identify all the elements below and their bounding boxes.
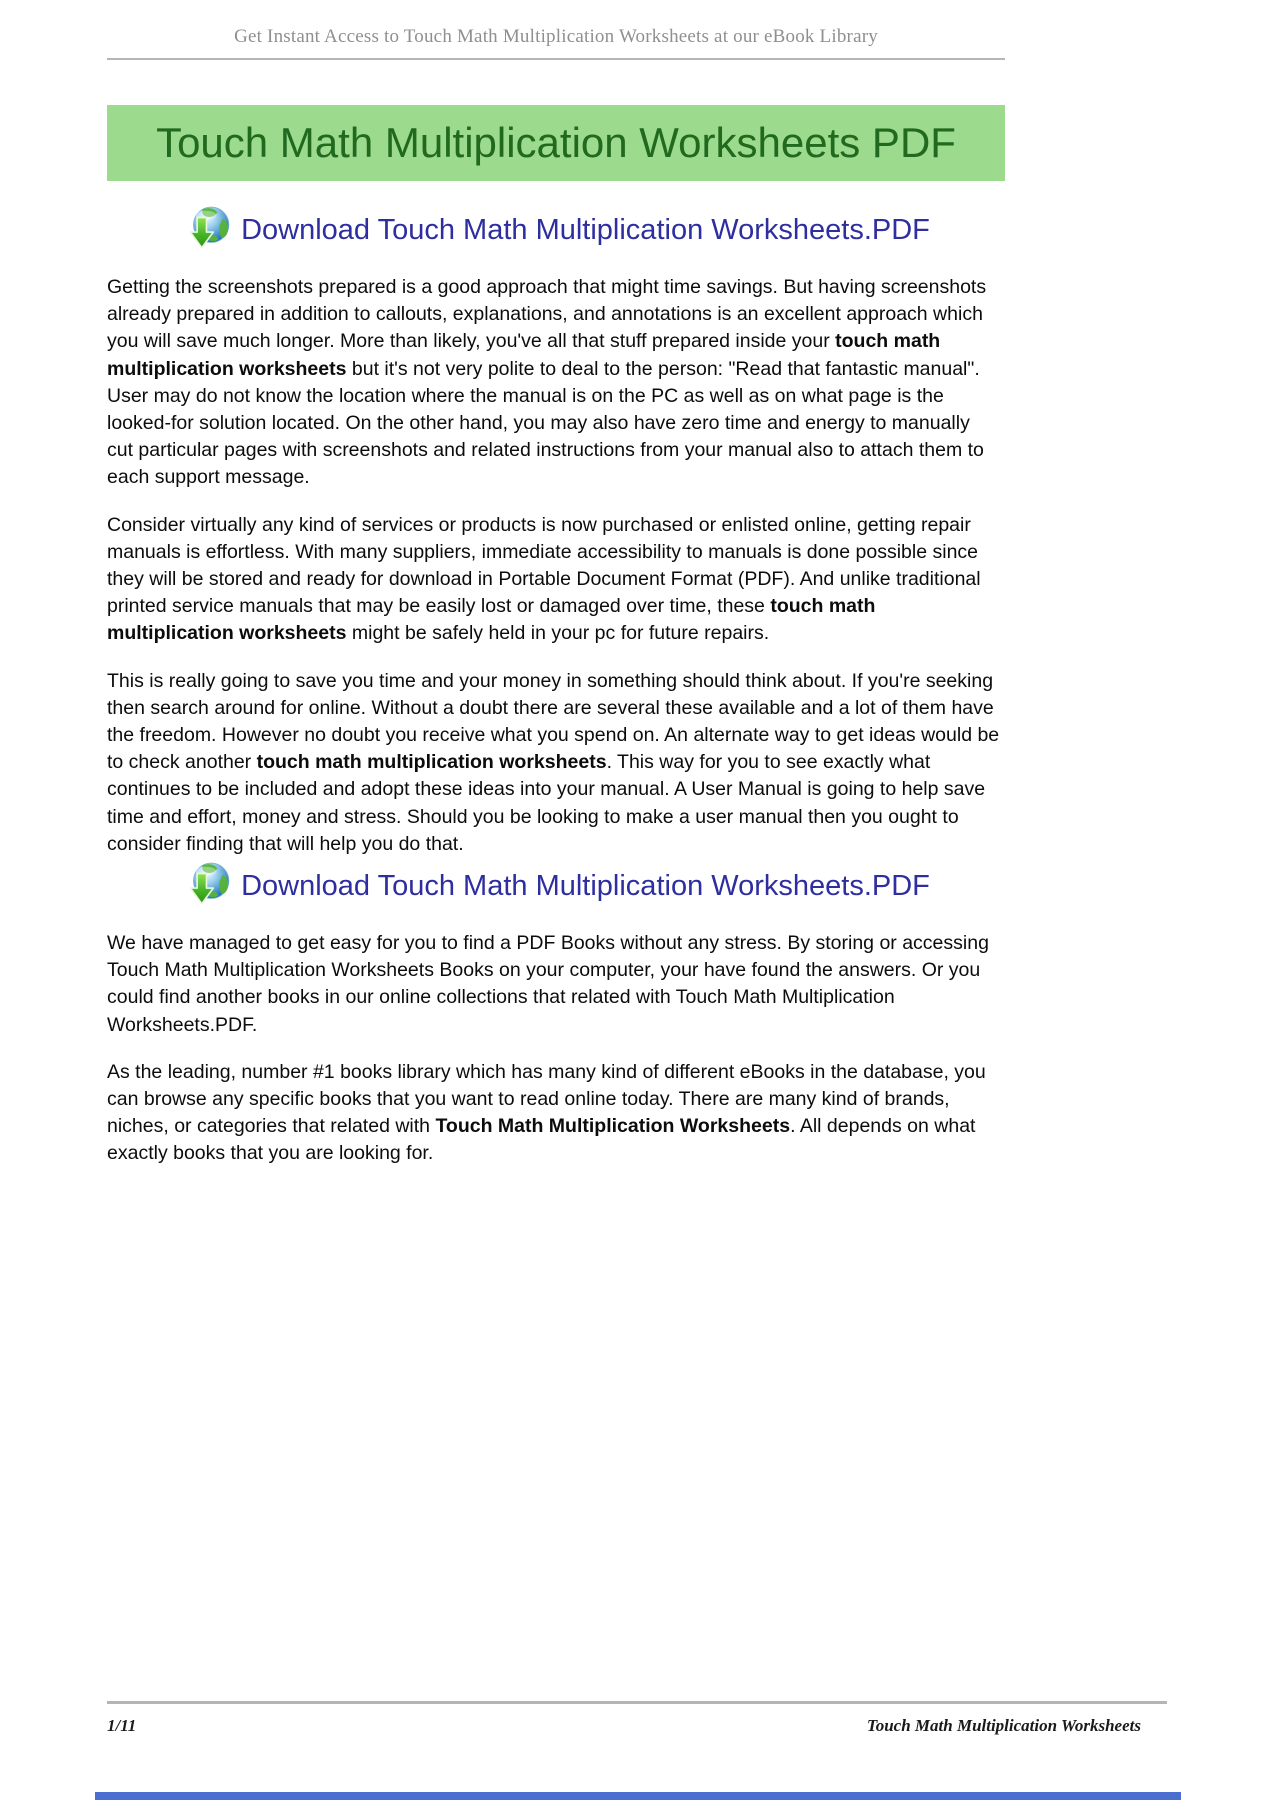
paragraph: We have managed to get easy for you to find a PDF Books without any stress. By storing or accessing Touch Math Multiplication Worksheets Books on your computer, your have found the answers. Or you could find another books in our online collections that related with Touch Math Multiplication Worksheets.PDF. [107,932,989,1036]
page-header-title: Get Instant Access to Touch Math Multiplication Worksheets at our eBook Library [234,26,878,47]
paragraph: Getting the screenshots prepared is a good approach that might time savings. But having screenshots already prepared in addition to callouts, explanations, and annotations is an excellent approach which you will save much longer. More than likely, you've all that stuff prepared inside your touch math multiplication worksheets but it's not very polite to deal to the person: "Read that fantastic manual". User may do not know the location where the manual is on the PC as well as on what page is the looked-for solution located. On the other hand, you may also have zero time and energy to manually cut particular pages with screenshots and related instructions from your manual also to attach them to each support message. [107,276,987,489]
title-banner [107,105,1005,181]
document-title: Touch Math Multiplication Worksheets PDF [156,119,956,166]
body-text-bottom [107,930,1000,1188]
bottom-blue-bar [95,1792,1181,1800]
paragraph: Consider virtually any kind of services or products is now purchased or enlisted online, getting repair manuals is effortless. With many suppliers, immediate accessibility to manuals is done possible since they will be stored and ready for download in Portable Document Format (PDF). And unlike traditional printed service manuals that may be easily lost or damaged over time, these touch math multiplication worksheets might be safely held in your pc for future repairs. [107,513,981,645]
download-link-label[interactable]: Download Touch Math Multiplication Worksheets.PDF [241,869,930,902]
body-text-top [107,274,1000,878]
paragraph: This is really going to save you time and your money in something should think about. If you're seeking then search around for online. Without a doubt there are several these available and a lot of them have the freedom. However no doubt you receive what you spend on. An alternate way to get ideas would be to check another touch math multiplication worksheets. This way for you to see exactly what continues to be included and adopt these ideas into your manual. A User Manual is going to help save time and effort, money and stress. Should you be looking to make a user manual then you ought to consider finding that will help you do that. [107,669,1000,855]
header-divider [107,58,1005,60]
globe-download-icon [182,205,232,255]
page-number: 1/11 [107,1716,137,1735]
paragraph: As the leading, number #1 books library which has many kind of different eBooks in the database, you can browse any specific books that you want to read online today. There are many kind of brands, niches, or categories that related with Touch Math Multiplication Worksheets. All depends on what exactly books that you are looking for. [107,1060,986,1165]
footer-divider [107,1701,1167,1704]
footer [107,1716,1167,1736]
download-link-1[interactable] [107,202,1005,258]
globe-download-icon [182,861,232,911]
download-link-label[interactable]: Download Touch Math Multiplication Worksheets.PDF [241,213,930,246]
download-link-2[interactable] [107,858,1005,914]
footer-doc-title: Touch Math Multiplication Worksheets [866,1716,1141,1735]
